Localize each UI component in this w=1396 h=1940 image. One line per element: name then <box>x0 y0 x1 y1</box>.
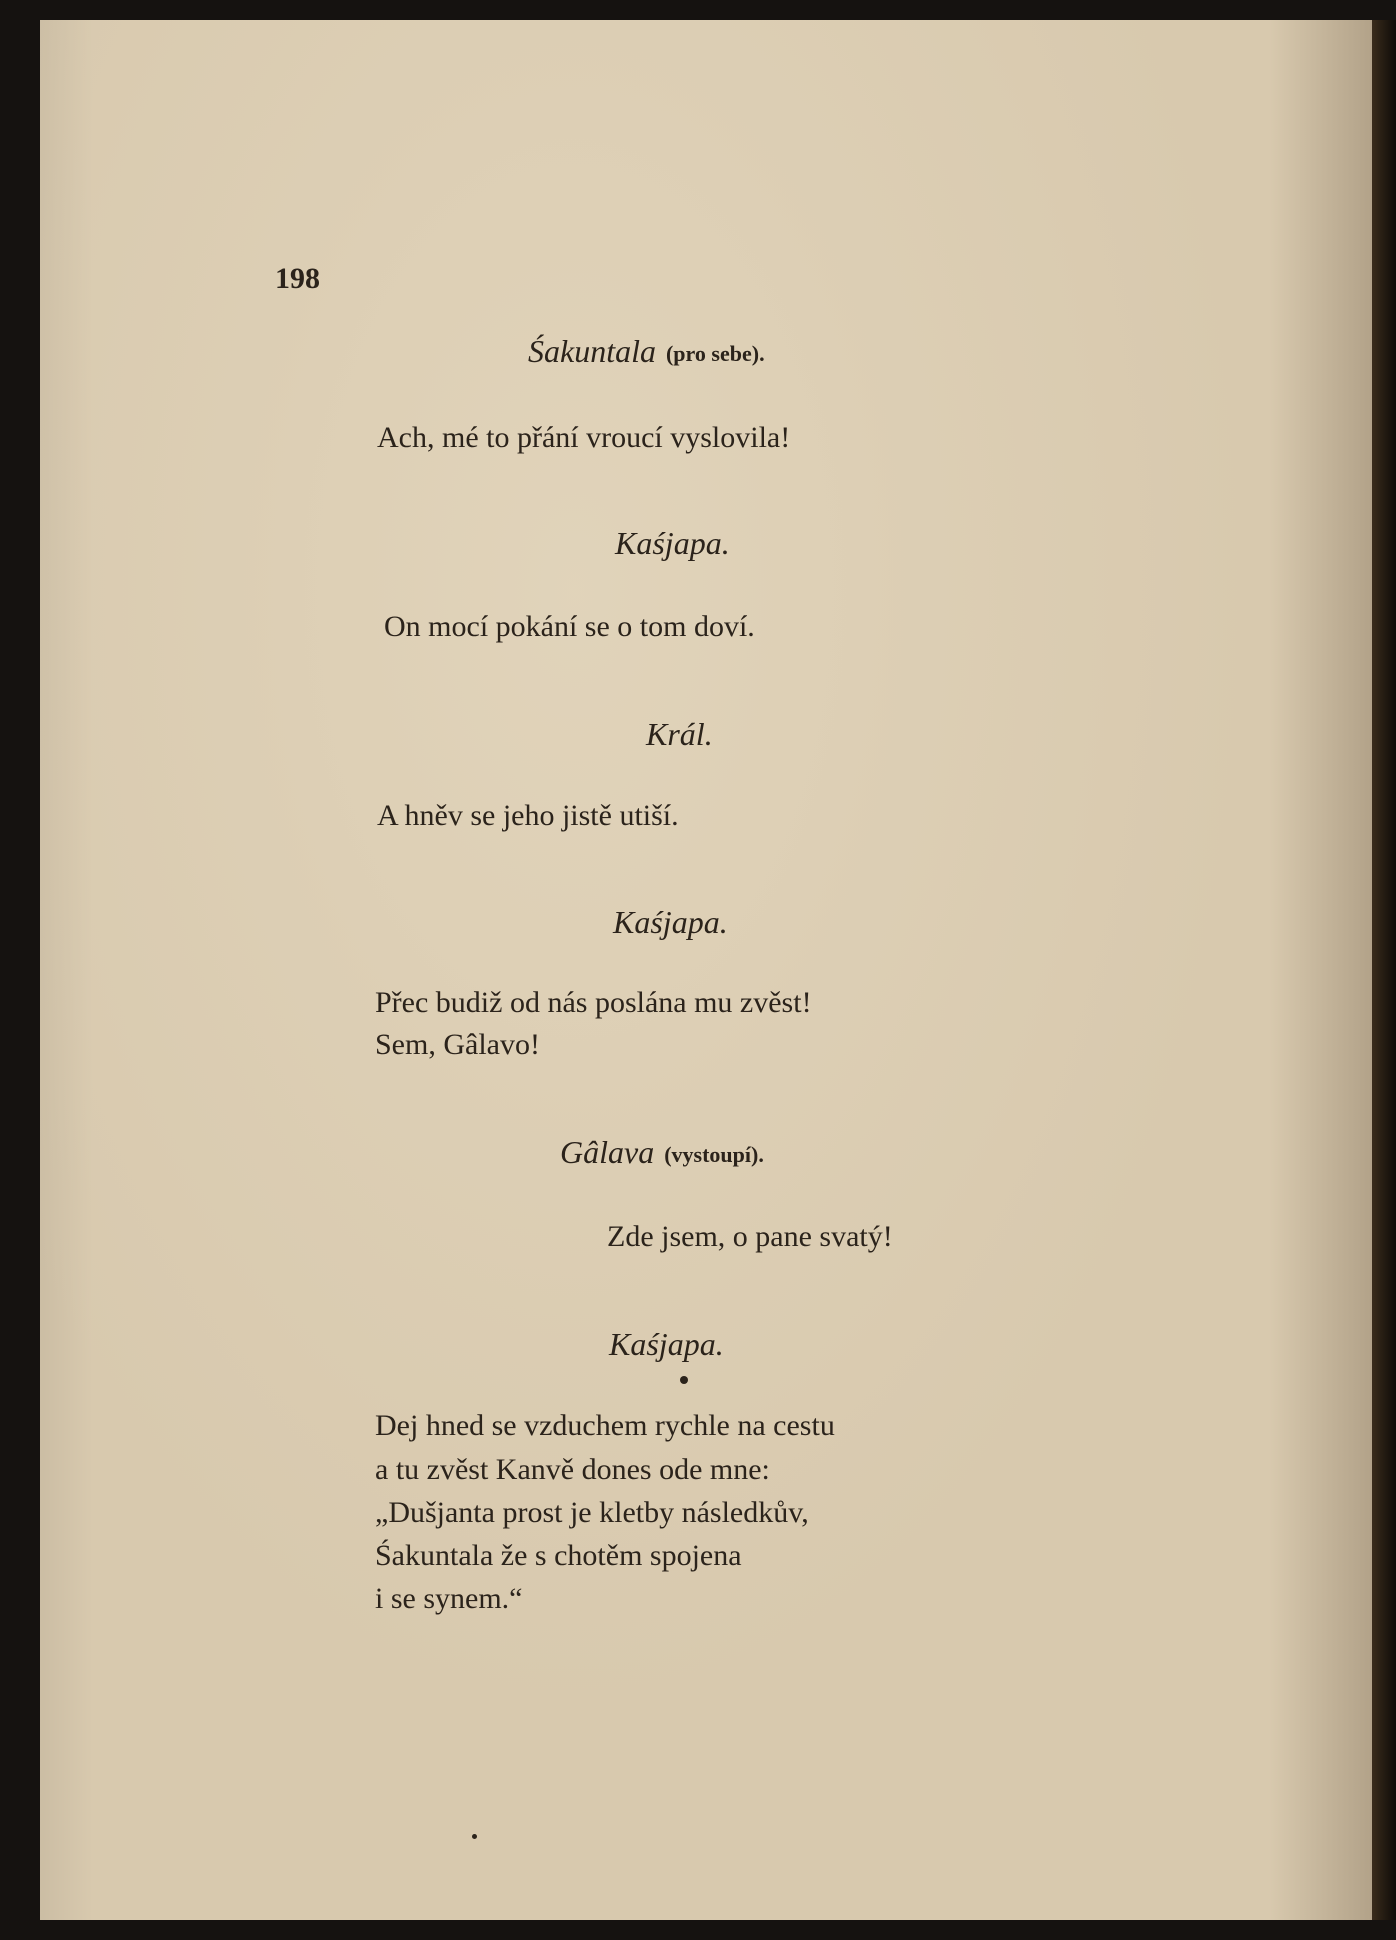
verse-line: Zde jsem, o pane svatý! <box>607 1220 893 1253</box>
stage-direction: (vystoupí). <box>664 1142 764 1167</box>
verse-line: A hněv se jeho jistě utiší. <box>377 799 679 832</box>
speaker-name: Kaśjapa. <box>613 904 728 940</box>
verse-line: Přec budiž od nás poslána mu zvěst! <box>375 986 812 1019</box>
speaker-heading <box>646 716 713 753</box>
verse-line: Sem, Gâlavo! <box>375 1028 540 1061</box>
speaker-heading <box>560 1134 764 1171</box>
verse-line: „Dušjanta prost je kletby následkův, <box>375 1496 809 1529</box>
speaker-name: Śakuntala <box>528 333 656 369</box>
speaker-heading <box>528 333 765 370</box>
stage-direction: (pro sebe). <box>665 341 765 366</box>
speaker-name: Kaśjapa. <box>609 1326 724 1362</box>
page-gutter-shadow <box>1372 20 1396 1920</box>
verse-line: On mocí pokání se o tom doví. <box>384 610 755 643</box>
book-page <box>40 20 1376 1920</box>
speaker-heading <box>609 1326 724 1363</box>
verse-line: Ach, mé to přání vroucí vyslovila! <box>377 421 791 454</box>
page-number: 198 <box>275 262 320 295</box>
speaker-name: Král. <box>646 716 713 752</box>
ink-speck <box>472 1834 477 1839</box>
verse-line: i se synem.“ <box>375 1582 523 1615</box>
speaker-name: Gâlava <box>560 1134 655 1170</box>
verse-line: a tu zvěst Kanvě dones ode mne: <box>375 1453 770 1486</box>
speaker-heading <box>613 904 728 941</box>
verse-line: Śakuntala že s chotěm spojena <box>375 1539 742 1572</box>
speaker-name: Kaśjapa. <box>615 525 730 561</box>
ink-speck <box>680 1376 688 1384</box>
speaker-heading <box>615 525 730 562</box>
verse-line: Dej hned se vzduchem rychle na cestu <box>375 1409 835 1442</box>
